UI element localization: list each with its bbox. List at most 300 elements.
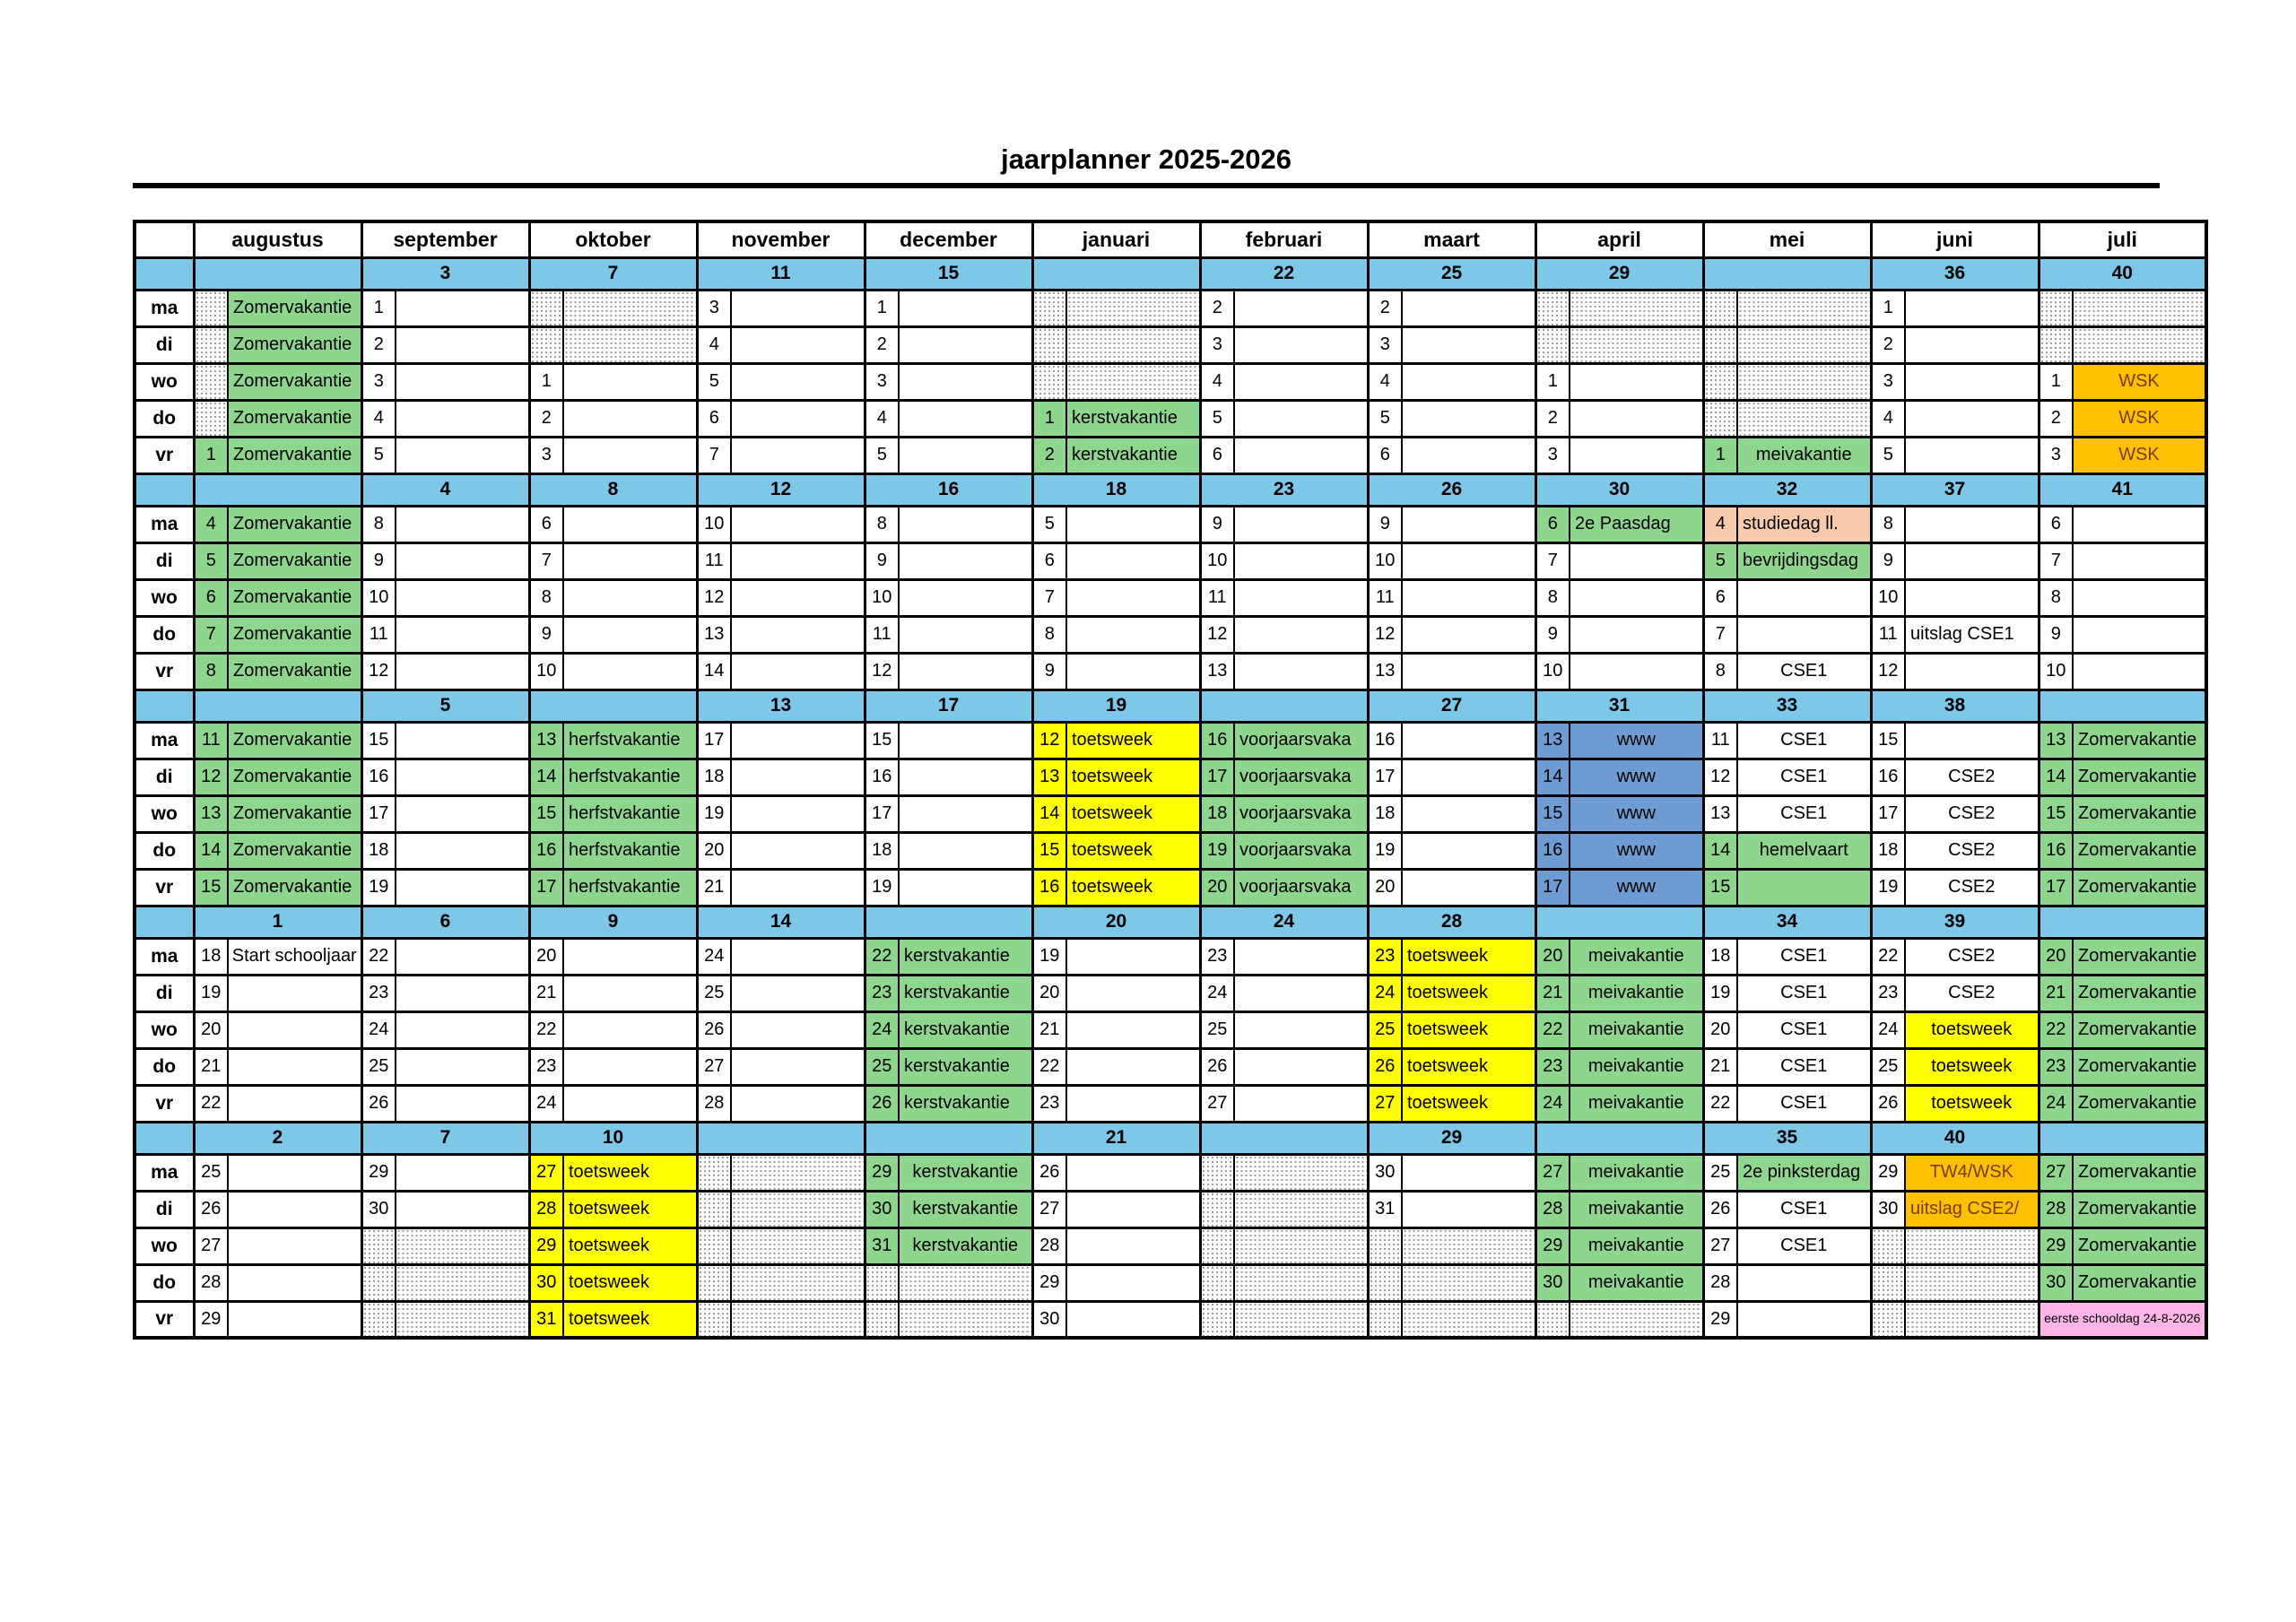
event-cell <box>1402 869 1535 906</box>
day-number-cell: 23 <box>1871 975 1905 1011</box>
week-number-cell: 21 <box>1032 1122 1200 1154</box>
event-cell <box>1234 542 1368 579</box>
day-number-cell: 6 <box>194 579 228 616</box>
event-cell: Zomervakantie <box>228 437 361 473</box>
week-number-cell: 40 <box>2039 257 2206 290</box>
event-cell: meivakantie <box>1570 1264 1703 1301</box>
day-number-cell <box>194 326 228 363</box>
day-number-cell: 22 <box>194 1085 228 1122</box>
day-label: wo <box>135 1227 194 1264</box>
day-number-cell: 6 <box>1368 437 1402 473</box>
event-cell <box>731 579 865 616</box>
day-number-cell: 21 <box>2039 975 2073 1011</box>
event-cell <box>1570 400 1703 437</box>
day-number-cell: 7 <box>2039 542 2073 579</box>
day-number-cell: 18 <box>1368 795 1402 832</box>
day-number-cell: 25 <box>361 1048 396 1085</box>
event-cell <box>1234 653 1368 690</box>
day-number-cell: 3 <box>2039 437 2073 473</box>
day-number-cell: 21 <box>1703 1048 1737 1085</box>
day-number-cell <box>697 1227 731 1264</box>
event-cell <box>396 400 529 437</box>
day-number-cell: 4 <box>1200 363 1234 400</box>
event-cell <box>228 1227 361 1264</box>
day-number-cell: 8 <box>865 506 899 542</box>
event-cell <box>1066 616 1200 653</box>
day-label: vr <box>135 1085 194 1122</box>
day-number-cell: 10 <box>1535 653 1570 690</box>
event-cell: meivakantie <box>1570 1011 1703 1048</box>
event-cell: kerstvakantie <box>899 1191 1032 1227</box>
event-cell: Zomervakantie <box>228 542 361 579</box>
day-number-cell: 17 <box>1871 795 1905 832</box>
event-cell: toetsweek <box>563 1264 697 1301</box>
day-number-cell: 6 <box>1703 579 1737 616</box>
event-cell: Zomervakantie <box>2073 975 2206 1011</box>
event-cell: toetsweek <box>1905 1011 2039 1048</box>
day-number-cell: 29 <box>2039 1227 2073 1264</box>
day-number-cell <box>1871 1301 1905 1338</box>
event-cell <box>396 1154 529 1191</box>
day-number-cell: 4 <box>1703 506 1737 542</box>
day-number-cell: 31 <box>529 1301 563 1338</box>
day-number-cell: 11 <box>1703 722 1737 759</box>
day-number-cell: 12 <box>1200 616 1234 653</box>
week-number-cell: 29 <box>1368 1122 1535 1154</box>
day-number-cell <box>697 1301 731 1338</box>
event-cell <box>2073 290 2206 326</box>
event-cell <box>1402 326 1535 363</box>
event-cell: Zomervakantie <box>228 400 361 437</box>
event-cell: Zomervakantie <box>228 869 361 906</box>
event-cell <box>1905 653 2039 690</box>
event-cell: Zomervakantie <box>2073 938 2206 975</box>
day-number-cell: 19 <box>1368 832 1402 869</box>
day-number-cell: 22 <box>529 1011 563 1048</box>
day-label: vr <box>135 653 194 690</box>
day-number-cell: 24 <box>1871 1011 1905 1048</box>
day-label: di <box>135 975 194 1011</box>
event-cell <box>563 975 697 1011</box>
day-number-cell: 13 <box>2039 722 2073 759</box>
month-header-mei: mei <box>1703 221 1871 257</box>
event-cell <box>1234 616 1368 653</box>
day-number-cell <box>1200 1301 1234 1338</box>
day-number-cell: 13 <box>1535 722 1570 759</box>
day-number-cell: 22 <box>1535 1011 1570 1048</box>
event-cell <box>1066 326 1200 363</box>
week-number-cell: 38 <box>1871 690 2039 722</box>
event-cell: CSE1 <box>1737 1085 1871 1122</box>
event-cell <box>1402 1154 1535 1191</box>
day-number-cell: 14 <box>1535 759 1570 795</box>
event-cell <box>396 1264 529 1301</box>
day-number-cell: 16 <box>1871 759 1905 795</box>
event-cell <box>1234 506 1368 542</box>
day-number-cell: 5 <box>1368 400 1402 437</box>
day-number-cell: 11 <box>697 542 731 579</box>
day-number-cell: 8 <box>361 506 396 542</box>
day-number-cell: 16 <box>1535 832 1570 869</box>
month-header-augustus: augustus <box>194 221 361 257</box>
day-number-cell: 12 <box>194 759 228 795</box>
event-cell: CSE1 <box>1737 795 1871 832</box>
event-cell: meivakantie <box>1570 975 1703 1011</box>
event-cell: toetsweek <box>563 1154 697 1191</box>
day-number-cell: 7 <box>697 437 731 473</box>
day-number-cell: 9 <box>1535 616 1570 653</box>
day-number-cell: 21 <box>1535 975 1570 1011</box>
day-number-cell: 11 <box>1368 579 1402 616</box>
event-cell <box>396 542 529 579</box>
day-number-cell <box>1703 400 1737 437</box>
event-cell <box>899 795 1032 832</box>
event-cell <box>1402 795 1535 832</box>
day-number-cell: 18 <box>361 832 396 869</box>
month-header-juni: juni <box>1871 221 2039 257</box>
event-cell <box>1570 1301 1703 1338</box>
event-cell <box>1234 1085 1368 1122</box>
event-cell: CSE1 <box>1737 1227 1871 1264</box>
event-cell <box>1905 400 2039 437</box>
day-number-cell: 11 <box>1871 616 1905 653</box>
day-number-cell: 20 <box>529 938 563 975</box>
week-number-cell <box>1200 690 1368 722</box>
week-band-corner <box>135 257 194 290</box>
day-number-cell: 7 <box>1535 542 1570 579</box>
event-cell: CSE2 <box>1905 795 2039 832</box>
day-label: wo <box>135 795 194 832</box>
event-cell <box>731 400 865 437</box>
event-cell <box>1570 363 1703 400</box>
event-cell <box>1066 579 1200 616</box>
day-number-cell: 14 <box>1703 832 1737 869</box>
event-cell: 2e Paasdag <box>1570 506 1703 542</box>
day-number-cell: 20 <box>1703 1011 1737 1048</box>
day-number-cell: 27 <box>2039 1154 2073 1191</box>
day-number-cell: 16 <box>361 759 396 795</box>
day-number-cell: 21 <box>1032 1011 1066 1048</box>
day-number-cell: 27 <box>1703 1227 1737 1264</box>
event-cell <box>731 1264 865 1301</box>
event-cell: kerstvakantie <box>899 938 1032 975</box>
event-cell: toetsweek <box>1402 1011 1535 1048</box>
event-cell: www <box>1570 832 1703 869</box>
day-label: di <box>135 326 194 363</box>
event-cell: toetsweek <box>1905 1085 2039 1122</box>
week-number-cell: 11 <box>697 257 865 290</box>
day-number-cell: 23 <box>1032 1085 1066 1122</box>
day-number-cell <box>2039 290 2073 326</box>
day-number-cell: 12 <box>361 653 396 690</box>
event-cell <box>2073 326 2206 363</box>
event-cell <box>731 1011 865 1048</box>
day-number-cell: 9 <box>1368 506 1402 542</box>
event-cell: herfstvakantie <box>563 869 697 906</box>
day-number-cell: 22 <box>1871 938 1905 975</box>
day-number-cell: 1 <box>2039 363 2073 400</box>
week-number-cell: 31 <box>1535 690 1703 722</box>
day-number-cell: 4 <box>194 506 228 542</box>
day-number-cell: 29 <box>361 1154 396 1191</box>
day-number-cell: 26 <box>697 1011 731 1048</box>
event-cell: Zomervakantie <box>2073 722 2206 759</box>
event-cell <box>1402 437 1535 473</box>
day-number-cell: 23 <box>2039 1048 2073 1085</box>
day-number-cell: 20 <box>697 832 731 869</box>
week-number-cell: 34 <box>1703 906 1871 938</box>
event-cell: meivakantie <box>1570 1227 1703 1264</box>
day-number-cell: 26 <box>194 1191 228 1227</box>
event-cell <box>731 975 865 1011</box>
event-cell <box>228 1264 361 1301</box>
week-number-cell <box>697 1122 865 1154</box>
event-cell: Zomervakantie <box>228 579 361 616</box>
event-cell <box>2073 506 2206 542</box>
week-number-cell <box>194 690 361 722</box>
day-number-cell: 25 <box>865 1048 899 1085</box>
event-cell <box>396 437 529 473</box>
day-number-cell: 2 <box>1535 400 1570 437</box>
day-number-cell: 9 <box>529 616 563 653</box>
day-number-cell: 1 <box>361 290 396 326</box>
day-number-cell: 30 <box>1871 1191 1905 1227</box>
event-cell <box>1905 363 2039 400</box>
day-number-cell <box>1368 1227 1402 1264</box>
day-number-cell: 25 <box>1368 1011 1402 1048</box>
day-number-cell: 21 <box>697 869 731 906</box>
day-number-cell: 5 <box>1703 542 1737 579</box>
event-cell: CSE1 <box>1737 722 1871 759</box>
day-number-cell: 3 <box>529 437 563 473</box>
event-cell <box>1570 653 1703 690</box>
event-cell <box>1737 400 1871 437</box>
event-cell: herfstvakantie <box>563 759 697 795</box>
event-cell: studiedag ll. <box>1737 506 1871 542</box>
event-cell <box>1066 363 1200 400</box>
month-header-oktober: oktober <box>529 221 697 257</box>
day-number-cell: 1 <box>1032 400 1066 437</box>
day-number-cell: 9 <box>865 542 899 579</box>
event-cell <box>396 869 529 906</box>
week-number-cell: 13 <box>697 690 865 722</box>
day-number-cell: 24 <box>697 938 731 975</box>
event-cell: kerstvakantie <box>899 1154 1032 1191</box>
day-number-cell: 8 <box>194 653 228 690</box>
day-number-cell: 4 <box>865 400 899 437</box>
event-cell <box>1402 400 1535 437</box>
day-number-cell: 16 <box>1368 722 1402 759</box>
event-cell: toetsweek <box>1066 722 1200 759</box>
event-cell <box>396 759 529 795</box>
event-cell <box>1570 579 1703 616</box>
day-number-cell: 3 <box>697 290 731 326</box>
day-number-cell: 2 <box>1032 437 1066 473</box>
day-number-cell <box>865 1264 899 1301</box>
event-cell <box>1234 975 1368 1011</box>
event-cell: Zomervakantie <box>2073 1011 2206 1048</box>
day-number-cell: 29 <box>1871 1154 1905 1191</box>
day-number-cell: 2 <box>529 400 563 437</box>
event-cell <box>899 400 1032 437</box>
event-cell <box>396 579 529 616</box>
event-cell <box>731 1085 865 1122</box>
event-cell <box>563 1011 697 1048</box>
event-cell <box>1402 1301 1535 1338</box>
event-cell <box>2073 542 2206 579</box>
event-cell <box>1905 506 2039 542</box>
day-number-cell: 24 <box>1535 1085 1570 1122</box>
event-cell <box>563 542 697 579</box>
day-number-cell: 22 <box>361 938 396 975</box>
event-cell: toetsweek <box>1066 795 1200 832</box>
day-number-cell: 4 <box>1368 363 1402 400</box>
event-cell <box>1234 1154 1368 1191</box>
event-cell <box>899 759 1032 795</box>
event-cell <box>731 1048 865 1085</box>
day-number-cell: 24 <box>2039 1085 2073 1122</box>
event-cell <box>1234 326 1368 363</box>
day-number-cell <box>2039 326 2073 363</box>
day-number-cell: 24 <box>529 1085 563 1122</box>
day-number-cell: 19 <box>1703 975 1737 1011</box>
event-cell <box>1737 363 1871 400</box>
event-cell: Zomervakantie <box>228 832 361 869</box>
month-header-september: september <box>361 221 529 257</box>
event-cell: Zomervakantie <box>2073 1048 2206 1085</box>
event-cell: toetsweek <box>563 1301 697 1338</box>
day-number-cell: 20 <box>1535 938 1570 975</box>
day-number-cell: 6 <box>529 506 563 542</box>
day-number-cell <box>1032 363 1066 400</box>
event-cell: meivakantie <box>1570 1048 1703 1085</box>
week-number-cell: 41 <box>2039 473 2206 506</box>
event-cell: meivakantie <box>1737 437 1871 473</box>
day-number-cell: 18 <box>194 938 228 975</box>
day-number-cell: 19 <box>194 975 228 1011</box>
day-number-cell: 26 <box>1871 1085 1905 1122</box>
day-number-cell: 23 <box>865 975 899 1011</box>
event-cell <box>899 616 1032 653</box>
event-cell <box>1905 437 2039 473</box>
event-cell <box>731 759 865 795</box>
day-number-cell: 14 <box>697 653 731 690</box>
week-band-corner <box>135 473 194 506</box>
event-cell <box>228 975 361 1011</box>
day-number-cell: 27 <box>1200 1085 1234 1122</box>
day-number-cell <box>1200 1154 1234 1191</box>
event-cell <box>1737 1264 1871 1301</box>
week-number-cell: 2 <box>194 1122 361 1154</box>
event-cell <box>899 437 1032 473</box>
day-number-cell: 9 <box>1032 653 1066 690</box>
day-number-cell: 8 <box>2039 579 2073 616</box>
day-number-cell: 5 <box>697 363 731 400</box>
day-number-cell: 21 <box>194 1048 228 1085</box>
event-cell <box>1737 326 1871 363</box>
day-number-cell: 16 <box>529 832 563 869</box>
event-cell <box>1234 1264 1368 1301</box>
page-title: jaarplanner 2025-2026 <box>1001 143 1292 175</box>
day-number-cell: 6 <box>1032 542 1066 579</box>
event-cell <box>1066 1191 1200 1227</box>
week-number-cell <box>1535 906 1703 938</box>
event-cell: Zomervakantie <box>2073 1191 2206 1227</box>
event-cell <box>396 722 529 759</box>
day-number-cell: 15 <box>529 795 563 832</box>
week-number-cell: 7 <box>529 257 697 290</box>
day-number-cell: 26 <box>1703 1191 1737 1227</box>
event-cell <box>1234 1227 1368 1264</box>
day-number-cell <box>194 400 228 437</box>
week-number-cell <box>194 257 361 290</box>
event-cell: www <box>1570 869 1703 906</box>
event-cell <box>731 795 865 832</box>
event-cell: CSE1 <box>1737 653 1871 690</box>
event-cell <box>1234 938 1368 975</box>
day-number-cell: 18 <box>697 759 731 795</box>
event-cell <box>731 616 865 653</box>
event-cell <box>396 1301 529 1338</box>
event-cell: meivakantie <box>1570 1154 1703 1191</box>
event-cell <box>563 938 697 975</box>
event-cell: toetsweek <box>1066 869 1200 906</box>
day-number-cell: 13 <box>697 616 731 653</box>
event-cell <box>1402 653 1535 690</box>
event-cell <box>396 1048 529 1085</box>
day-number-cell: 10 <box>529 653 563 690</box>
event-cell: Start schooljaar <box>228 938 361 975</box>
event-cell <box>1066 975 1200 1011</box>
event-cell <box>731 1301 865 1338</box>
event-cell: CSE2 <box>1905 938 2039 975</box>
day-number-cell: 9 <box>361 542 396 579</box>
day-number-cell: 22 <box>865 938 899 975</box>
day-label: wo <box>135 579 194 616</box>
event-cell <box>1570 326 1703 363</box>
event-cell <box>1234 1011 1368 1048</box>
event-cell: Zomervakantie <box>2073 759 2206 795</box>
day-number-cell: 30 <box>361 1191 396 1227</box>
event-cell <box>1234 363 1368 400</box>
day-number-cell: 3 <box>1535 437 1570 473</box>
event-cell: Zomervakantie <box>2073 1227 2206 1264</box>
day-number-cell: 2 <box>1200 290 1234 326</box>
day-number-cell: 7 <box>529 542 563 579</box>
day-number-cell: 28 <box>194 1264 228 1301</box>
event-cell <box>563 363 697 400</box>
event-cell: Zomervakantie <box>228 795 361 832</box>
event-cell <box>396 795 529 832</box>
day-number-cell: 1 <box>194 437 228 473</box>
day-number-cell: 26 <box>1368 1048 1402 1085</box>
day-label: vr <box>135 1301 194 1338</box>
event-cell <box>1234 1048 1368 1085</box>
day-number-cell: 5 <box>194 542 228 579</box>
day-number-cell: 28 <box>1032 1227 1066 1264</box>
event-cell <box>1402 1264 1535 1301</box>
day-number-cell: 15 <box>361 722 396 759</box>
event-cell: bevrijdingsdag <box>1737 542 1871 579</box>
month-header-november: november <box>697 221 865 257</box>
event-cell <box>2073 616 2206 653</box>
day-number-cell: 16 <box>1032 869 1066 906</box>
day-number-cell: 28 <box>529 1191 563 1227</box>
event-cell <box>899 326 1032 363</box>
week-number-cell: 4 <box>361 473 529 506</box>
table-corner <box>135 221 194 257</box>
day-number-cell: 17 <box>2039 869 2073 906</box>
